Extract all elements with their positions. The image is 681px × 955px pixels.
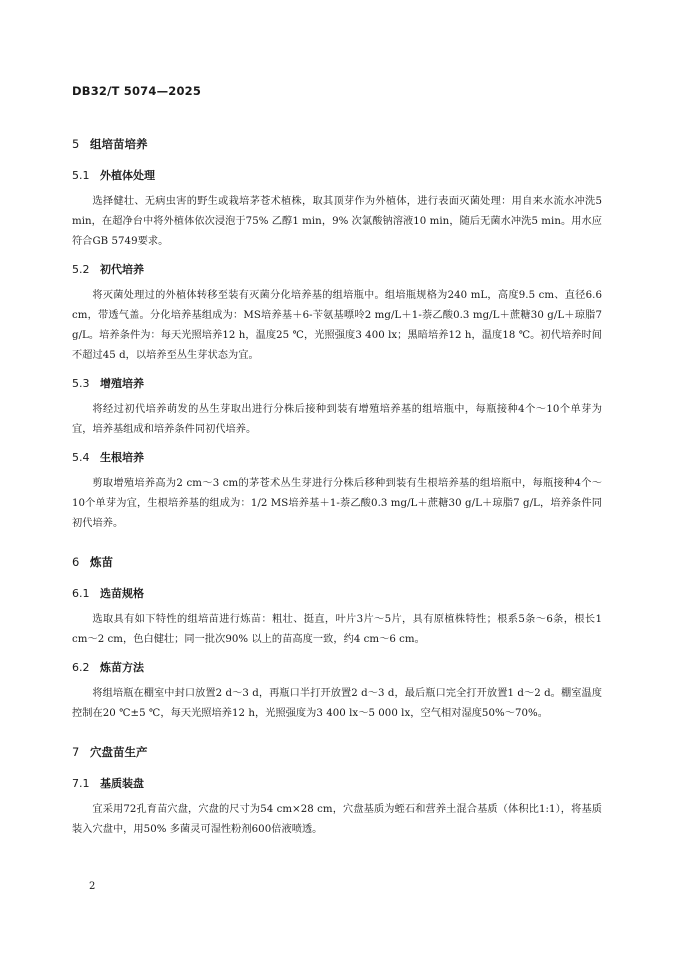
subsection-heading [72, 260, 602, 280]
subsection-heading [72, 374, 602, 394]
subsection-title: 初代培养 [100, 263, 144, 276]
subsection-heading [72, 774, 602, 794]
subsection-number: 5.3 [72, 377, 90, 390]
section-heading [72, 134, 602, 154]
subsection-number: 5.4 [72, 451, 90, 464]
paragraph: 将组培瓶在棚室中封口放置2 d～3 d，再瓶口半打开放置2 d～3 d，最后瓶口完全打开放置1 d～2 d。棚室温度控制在20 ℃±5 ℃，每天光照培养12 h，光照强度为3 400 lx～5 000 lx，空气相对湿度50%～70%。 [72, 688, 602, 719]
subsection-title: 基质装盘 [100, 777, 144, 790]
paragraph: 选择健壮、无病虫害的野生或栽培茅苍术植株，取其顶芽作为外植体，进行表面灭菌处理：用自来水流水冲洗5 min，在超净台中将外植体依次浸泡于75% 乙醇1 min，9% 次氯酸钠溶液10 min，随后无菌水冲洗5 min。用水应符合GB 5749要求。 [72, 196, 602, 247]
page-number: 2 [89, 881, 96, 892]
subsection-title: 生根培养 [100, 451, 144, 464]
document-body [72, 134, 602, 840]
subsection-title: 外植体处理 [100, 169, 155, 182]
subsection-heading [72, 584, 602, 604]
paragraph: 将经过初代培养萌发的丛生芽取出进行分株后接种到装有增殖培养基的组培瓶中，每瓶接种4个～10个单芽为宜，培养基组成和培养条件同初代培养。 [72, 404, 602, 435]
paragraph: 宜采用72孔育苗穴盘，穴盘的尺寸为54 cm×28 cm，穴盘基质为蛭石和营养土混合基质（体积比1:1），将基质装入穴盘中，用50% 多菌灵可湿性粉剂600倍液喷透。 [72, 804, 602, 835]
section-title: 炼苗 [90, 555, 113, 569]
subsection-number: 6.2 [72, 661, 90, 674]
section-number: 6 [72, 555, 80, 569]
subsection-number: 5.1 [72, 169, 90, 182]
document-code: DB32/T 5074—2025 [72, 84, 202, 98]
section-heading [72, 742, 602, 762]
subsection-heading [72, 166, 602, 186]
subsection-heading [72, 658, 602, 678]
paragraph: 将灭菌处理过的外植体转移至装有灭菌分化培养基的组培瓶中。组培瓶规格为240 mL，高度9.5 cm、直径6.6 cm，带透气盖。分化培养基组成为：MS培养基＋6-苄氨基嘌呤2 mg/L＋1-萘乙酸0.3 mg/L＋蔗糖30 g/L＋琼脂7 g/L。培养条件为：每天光照培养12 h，温度25 ℃，光照强度3 400 lx；黑暗培养12 h，温度18 ℃。初代培养时间不超过45 d，以培养至丛生芽状态为宜。 [72, 290, 602, 361]
subsection-number: 6.1 [72, 587, 90, 600]
section-number: 5 [72, 137, 80, 151]
subsection-heading [72, 448, 602, 468]
subsection-number: 7.1 [72, 777, 90, 790]
section-heading [72, 552, 602, 572]
section-title: 组培苗培养 [90, 137, 148, 151]
paragraph: 选取具有如下特性的组培苗进行炼苗：粗壮、挺直，叶片3片～5片，具有原植株特性；根系5条～6条，根长1 cm～2 cm，色白健壮；同一批次90% 以上的苗高度一致，约4 cm～6 cm。 [72, 614, 602, 645]
subsection-title: 增殖培养 [100, 377, 144, 390]
paragraph: 剪取增殖培养高为2 cm～3 cm的茅苍术丛生芽进行分株后移种到装有生根培养基的组培瓶中，每瓶接种4个～10个单芽为宜，生根培养基的组成为：1/2 MS培养基＋1-萘乙酸0.3 mg/L＋蔗糖30 g/L＋琼脂7 g/L，培养条件同初代培养。 [72, 478, 602, 529]
section-number: 7 [72, 745, 80, 759]
subsection-title: 选苗规格 [100, 587, 144, 600]
section-title: 穴盘苗生产 [90, 745, 148, 759]
subsection-number: 5.2 [72, 263, 90, 276]
subsection-title: 炼苗方法 [100, 661, 144, 674]
